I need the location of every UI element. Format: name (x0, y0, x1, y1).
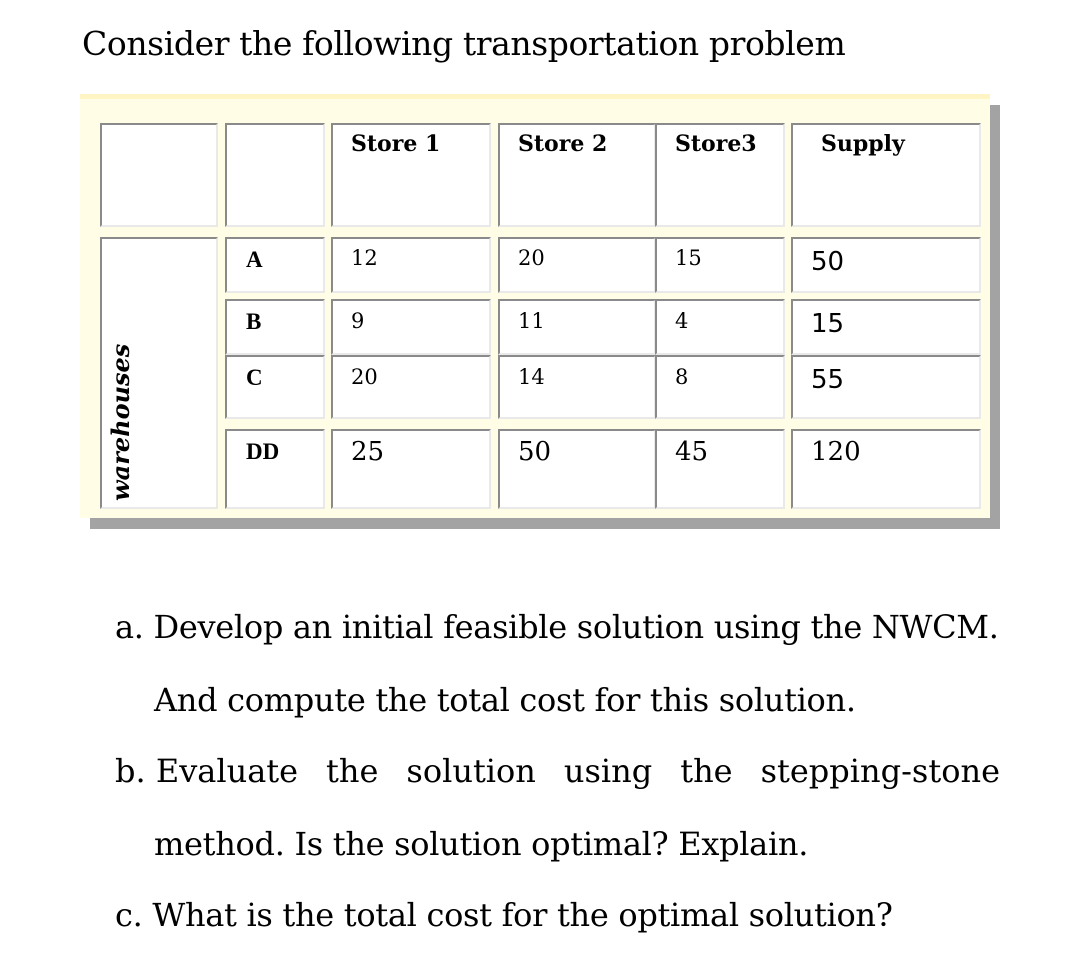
row-a-store-1-value: 12 (351, 246, 378, 270)
header-store-1-label: Store 1 (351, 131, 441, 157)
row-a-store-1 (331, 237, 491, 293)
question-b-word-6: stepping-stone (760, 752, 1000, 790)
row-dd-label-cell (225, 429, 325, 509)
row-b-store-3-value: 4 (675, 309, 689, 333)
question-b-word-4: using (563, 752, 653, 790)
row-dd-supply (791, 429, 981, 509)
transportation-table (80, 94, 990, 518)
header-store-1 (331, 123, 491, 227)
row-b-store-1 (331, 299, 491, 355)
header-store-2 (498, 123, 656, 227)
page-title: Consider the following transportation problem (82, 24, 846, 63)
row-a-label: A (246, 247, 263, 272)
row-c-supply (791, 355, 981, 419)
row-c-store-3-value: 8 (675, 365, 689, 389)
header-supply-label: Supply (821, 131, 905, 157)
row-dd-store-1-value: 25 (351, 437, 385, 467)
row-c-store-2-value: 14 (518, 365, 545, 389)
row-b-supply-value: 15 (811, 309, 845, 339)
row-dd-store-3 (655, 429, 785, 509)
header-store-2-label: Store 2 (518, 131, 608, 157)
row-c-label-cell (225, 355, 325, 419)
row-c-label: C (246, 365, 263, 390)
row-c-store-3 (655, 355, 785, 419)
row-a-store-2 (498, 237, 656, 293)
row-a-store-3-value: 15 (675, 246, 702, 270)
row-b-store-1-value: 9 (351, 309, 365, 333)
row-a-supply-value: 50 (811, 247, 845, 277)
row-a-store-2-value: 20 (518, 246, 545, 270)
row-b-store-2-value: 11 (518, 309, 545, 333)
question-c-line: c. What is the total cost for the optimal solution? (115, 896, 893, 934)
question-b-word-2: the (326, 752, 379, 790)
header-store-3-label: Store3 (675, 131, 757, 157)
table-corner-cell-2 (225, 123, 325, 227)
row-c-supply-value: 55 (811, 365, 845, 395)
question-b-line-2: method. Is the solution optimal? Explain. (154, 825, 809, 863)
row-b-store-3 (655, 299, 785, 355)
question-b-word-5: the (680, 752, 733, 790)
row-c-store-1-value: 20 (351, 365, 378, 389)
question-b-word-1: b. Evaluate (115, 752, 299, 790)
row-c-store-1 (331, 355, 491, 419)
warehouses-label: warehouses (106, 343, 135, 501)
row-c-store-2 (498, 355, 656, 419)
table-corner-cell (100, 123, 218, 227)
header-supply (791, 123, 981, 227)
row-b-label: B (246, 309, 262, 334)
row-dd-store-2 (498, 429, 656, 509)
row-b-label-cell (225, 299, 325, 355)
row-dd-supply-value: 120 (811, 437, 861, 467)
row-a-store-3 (655, 237, 785, 293)
row-dd-store-2-value: 50 (518, 437, 552, 467)
question-a-line-1: a. Develop an initial feasible solution using the NWCM. (115, 608, 999, 646)
row-b-store-2 (498, 299, 656, 355)
row-a-supply (791, 237, 981, 293)
question-b-line-1 (115, 752, 1000, 790)
row-dd-label: DD (246, 439, 280, 464)
row-dd-store-3-value: 45 (675, 437, 709, 467)
row-a-label-cell (225, 237, 325, 293)
question-a-line-2: And compute the total cost for this solution. (154, 681, 856, 719)
row-b-supply (791, 299, 981, 355)
header-store-3 (655, 123, 785, 227)
question-b-word-3: solution (406, 752, 536, 790)
row-dd-store-1 (331, 429, 491, 509)
warehouses-label-cell (100, 237, 218, 509)
